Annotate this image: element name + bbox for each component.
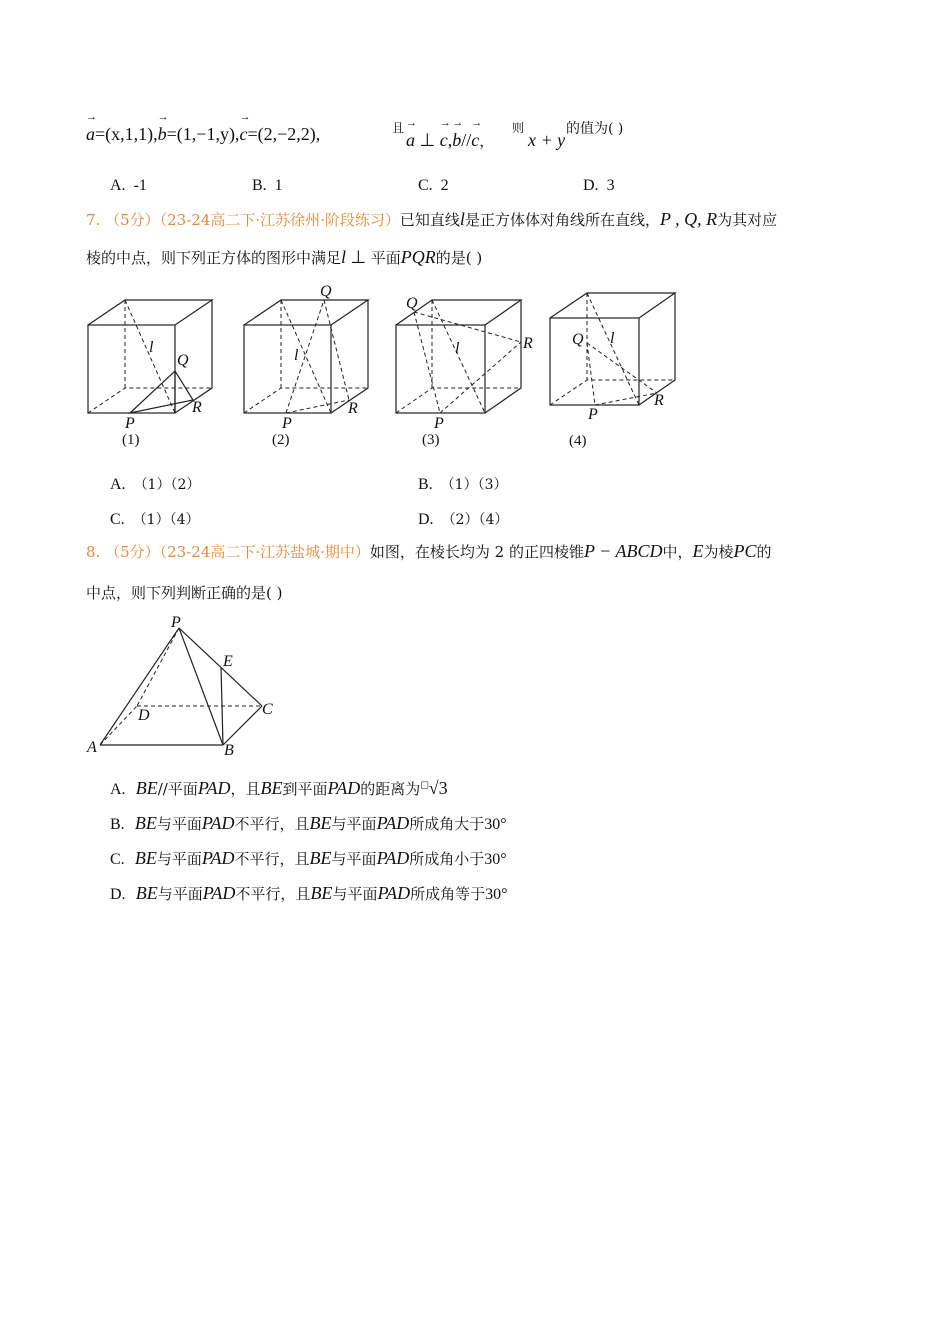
- q6-stem: [86, 124, 320, 145]
- fig4-label-q: Q: [572, 331, 584, 348]
- pyr-label-a: A: [87, 739, 97, 756]
- q6-option-c[interactable]: C. 2: [418, 177, 449, 194]
- parallel-sign: //: [461, 130, 472, 150]
- vector-c-value: =(2,−2,2),: [247, 124, 321, 144]
- q8-option-d[interactable]: D. BE与平面PAD不平行，且BE与平面PAD所成角等于30°: [110, 883, 508, 903]
- fig3-caption: (3): [422, 432, 440, 448]
- q7-option-a[interactable]: A. （1）（2）: [110, 476, 201, 493]
- perp-sign: ⊥: [415, 130, 440, 150]
- q6-option-d[interactable]: D. 3: [583, 177, 615, 194]
- fig3-label-p: P: [434, 415, 444, 432]
- fig4-caption: (4): [569, 433, 587, 449]
- q6-tail: 的值为( ): [566, 121, 624, 137]
- q7-option-d[interactable]: D. （2）（4）: [418, 511, 509, 528]
- vector-b-value: =(1,−1,y),: [166, 124, 240, 144]
- vector-a-value: =(x,1,1),: [95, 124, 158, 144]
- cond-comma2: ，: [479, 132, 495, 150]
- fig3-label-q: Q: [406, 295, 418, 312]
- fig4-label-l: l: [610, 330, 615, 347]
- q8-option-b[interactable]: B. BE与平面PAD不平行，且BE与平面PAD所成角大于30°: [110, 813, 507, 833]
- q7-figure-2: [236, 282, 386, 452]
- q6-qie: 且: [392, 121, 405, 135]
- pyr-label-e: E: [223, 653, 233, 670]
- pyr-label-b: B: [224, 742, 234, 759]
- fig1-caption: (1): [122, 432, 140, 448]
- vector-a: → a: [86, 124, 95, 145]
- q8-pyramid-figure: [84, 612, 284, 762]
- pyr-label-p: P: [171, 614, 181, 631]
- q8-option-a[interactable]: A. BE//平面PAD，且BE到平面PAD的距离为□√3: [110, 778, 448, 798]
- fig2-label-p: P: [282, 415, 292, 432]
- q6-ze: 则: [512, 121, 525, 135]
- root-value: √3: [428, 778, 448, 798]
- q6-option-a[interactable]: A. -1: [110, 177, 147, 194]
- q7-figure-1: [80, 290, 230, 460]
- cond-c: → c: [440, 130, 448, 151]
- q8-source: 8. （5分）（23-24高二下·江苏盐城·期中）: [86, 543, 370, 561]
- fig1-label-q: Q: [177, 352, 189, 369]
- q7-option-c[interactable]: C. （1）（4）: [110, 511, 200, 528]
- cond-c2: → c: [471, 130, 479, 151]
- fig1-label-p: P: [125, 415, 135, 432]
- fig1-label-r: R: [192, 399, 202, 416]
- q7-source: 7. （5分）（23-24高二下·江苏徐州·阶段练习）: [86, 211, 400, 229]
- q6-option-b[interactable]: B. 1: [252, 177, 283, 194]
- fig3-label-r: R: [523, 335, 533, 352]
- q8-option-c[interactable]: C. BE与平面PAD不平行，且BE与平面PAD所成角小于30°: [110, 848, 507, 868]
- q6-conditions: [406, 130, 494, 151]
- q7-option-b[interactable]: B. （1）（3）: [418, 476, 508, 493]
- fig1-label-l: l: [149, 339, 154, 356]
- q6-expr: x + y: [528, 130, 566, 150]
- fig2-label-l: l: [294, 347, 299, 364]
- pyr-label-c: C: [262, 701, 273, 718]
- fig4-label-r: R: [654, 392, 664, 409]
- vector-b: → b: [158, 124, 167, 145]
- fig3-label-l: l: [455, 340, 460, 357]
- vector-c: → c: [239, 124, 247, 145]
- q7-figure-4: [545, 285, 695, 455]
- q7-line1: 7. （5分）（23-24高二下·江苏徐州·阶段练习）已知直线l是正方体体对角线所在直线，P , Q, R为其对应: [86, 209, 778, 229]
- fig2-label-r: R: [348, 400, 358, 417]
- pyr-label-d: D: [138, 707, 150, 724]
- fig2-caption: (2): [272, 432, 290, 448]
- q7-line2: 棱的中点，则下列正方体的图形中满足l ⊥ 平面PQR的是( ): [86, 247, 483, 267]
- cond-b: → b: [452, 130, 461, 151]
- root-index: □: [420, 780, 429, 791]
- cond-a: → a: [406, 130, 415, 151]
- q8-line2: 中点，则下列判断正确的是( ): [86, 584, 283, 602]
- q8-line1: 8. （5分）（23-24高二下·江苏盐城·期中）如图，在棱长均为 2 的正四棱锥P − ABCD中，E为棱PC的: [86, 541, 772, 561]
- fig4-label-p: P: [588, 406, 598, 423]
- q7-figure-3: [390, 290, 540, 460]
- cond-comma: ,: [447, 130, 453, 150]
- fig2-label-q: Q: [320, 283, 332, 300]
